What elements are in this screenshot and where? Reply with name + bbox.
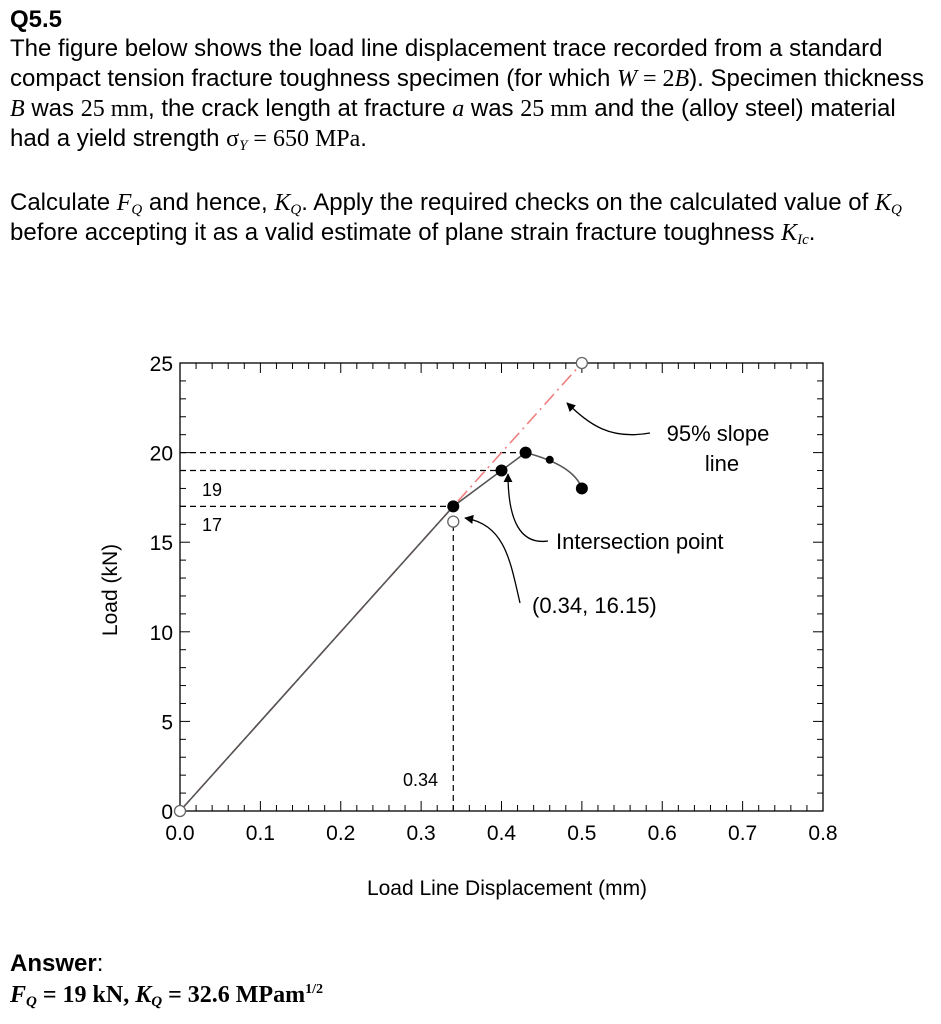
x-tick-label: 0.7 (728, 822, 758, 845)
answer-heading: Answer: (10, 950, 104, 977)
x-tick-label: 0.4 (486, 822, 517, 845)
hline-label-19: 19 (202, 480, 223, 500)
open-marker (175, 806, 186, 817)
annotation-coords: (0.34, 16.15) (532, 593, 657, 618)
x-tick-label: 0.6 (647, 822, 677, 845)
chart-series (180, 363, 582, 811)
y-tick-label: 20 (149, 442, 173, 466)
hline-label-17: 17 (202, 515, 223, 535)
x-tick-labels (165, 822, 837, 845)
y-tick-label: 15 (149, 532, 173, 556)
open-marker (448, 516, 459, 527)
y-tick-label: 25 (149, 353, 173, 376)
x-tick-label: 0.5 (567, 822, 597, 845)
question-paragraph-1: The figure below shows the load line displacement trace recorded from a standard compact tension fracture toughness specimen (for which W = 2B). Specimen thickness B was 25 mm, the crack length at fracture a was 25 mm and the (alloy steel) material had a yield strength $\sigma_Y = 650$ MPa. (10, 35, 924, 154)
y-tick-label: 0 (161, 801, 173, 824)
x-tick-label: 0.8 (808, 822, 838, 845)
data-point (496, 465, 508, 477)
load-trace-tail (526, 453, 582, 489)
y-tick-label: 10 (149, 621, 173, 645)
data-point-small (546, 456, 554, 464)
annotation-intersection: Intersection point (556, 529, 724, 554)
open-marker (576, 358, 587, 369)
vline-label: 0.34 (403, 770, 439, 790)
arrow-intersection-point (508, 474, 548, 541)
data-point (447, 500, 459, 512)
y-axis-label: Load (kN) (99, 543, 122, 637)
x-tick-label: 0.1 (245, 822, 275, 845)
guide-lines (180, 453, 526, 811)
y-tick-label: 5 (161, 711, 173, 735)
y-tick-labels (150, 353, 173, 824)
x-tick-label: 0.3 (406, 822, 436, 845)
question-paragraph-2: Calculate $F_Q$ and hence, $K_Q$. Apply the required checks on the calculated value of $K_Q$ before accepting it as a valid estimate of plane strain fracture toughness $K_{Ic}$. (10, 189, 902, 248)
data-point (576, 482, 588, 494)
annotation-slope-line-2: line (704, 451, 740, 476)
question-number: Q5.5 (10, 6, 63, 33)
answer-text: $F_Q = 19$ kN, $K_Q = 32.6$ MPam$^{1/2}$ (10, 982, 323, 1010)
data-point (520, 447, 532, 459)
annotation-slope-line-1: 95% slope (666, 421, 770, 446)
x-axis-label: Load Line Displacement (mm) (366, 877, 648, 900)
arrow-slope-line (567, 403, 650, 435)
arrow-coords (465, 518, 520, 603)
x-tick-label: 0.2 (326, 822, 356, 845)
x-tick-label: 0.0 (165, 822, 195, 845)
